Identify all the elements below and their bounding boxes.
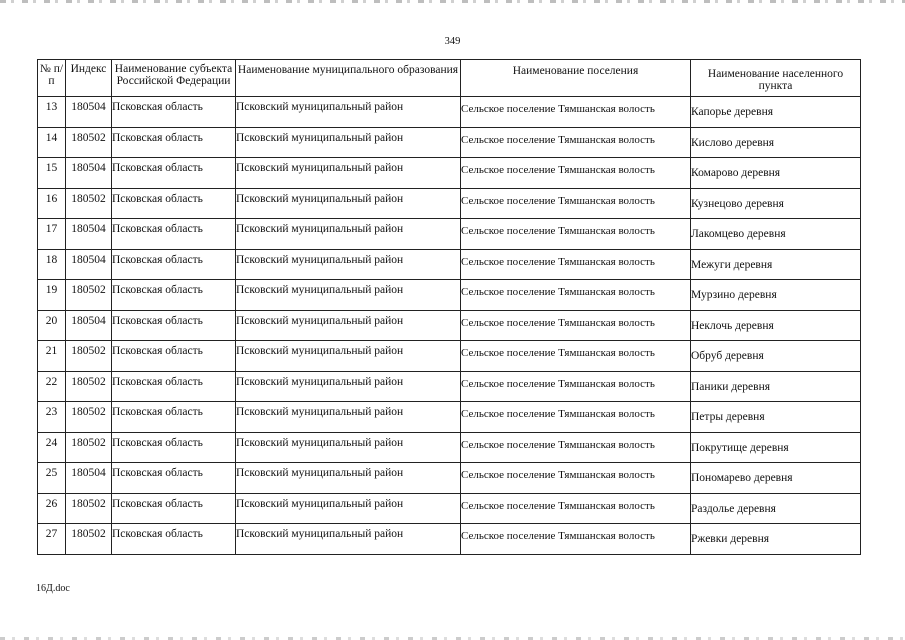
header-settlement: Наименование поселения <box>461 60 691 97</box>
cell-num: 14 <box>38 127 66 158</box>
cell-index: 180502 <box>66 524 112 555</box>
cell-locality: Кузнецово деревня <box>691 188 861 219</box>
cell-index: 180502 <box>66 188 112 219</box>
cell-settlement: Сельское поселение Тямшанская волость <box>461 219 691 250</box>
cell-locality: Паники деревня <box>691 371 861 402</box>
header-subject: Наименование субъекта Российской Федерации <box>112 60 236 97</box>
cell-num: 19 <box>38 280 66 311</box>
cell-settlement: Сельское поселение Тямшанская волость <box>461 432 691 463</box>
header-index: Индекс <box>66 60 112 97</box>
cell-settlement: Сельское поселение Тямшанская волость <box>461 127 691 158</box>
cell-settlement: Сельское поселение Тямшанская волость <box>461 188 691 219</box>
cell-index: 180504 <box>66 463 112 494</box>
table-row <box>38 219 861 250</box>
table-row <box>38 371 861 402</box>
cell-municipality: Псковский муниципальный район <box>236 493 461 524</box>
cell-index: 180502 <box>66 127 112 158</box>
cell-settlement: Сельское поселение Тямшанская волость <box>461 310 691 341</box>
cell-index: 180502 <box>66 371 112 402</box>
table-row <box>38 310 861 341</box>
cell-municipality: Псковский муниципальный район <box>236 280 461 311</box>
cell-index: 180504 <box>66 158 112 189</box>
cell-index: 180504 <box>66 219 112 250</box>
cell-municipality: Псковский муниципальный район <box>236 127 461 158</box>
cell-municipality: Псковский муниципальный район <box>236 341 461 372</box>
cell-municipality: Псковский муниципальный район <box>236 524 461 555</box>
cell-subject: Псковская область <box>112 127 236 158</box>
cell-settlement: Сельское поселение Тямшанская волость <box>461 463 691 494</box>
cell-subject: Псковская область <box>112 158 236 189</box>
cell-municipality: Псковский муниципальный район <box>236 371 461 402</box>
cell-locality: Капорье деревня <box>691 97 861 128</box>
table-header-row <box>38 60 861 97</box>
scan-artifact-top <box>0 0 905 3</box>
cell-subject: Псковская область <box>112 463 236 494</box>
table-body <box>38 97 861 555</box>
cell-subject: Псковская область <box>112 371 236 402</box>
cell-index: 180504 <box>66 97 112 128</box>
table-row <box>38 524 861 555</box>
cell-subject: Псковская область <box>112 310 236 341</box>
cell-locality: Петры деревня <box>691 402 861 433</box>
header-locality: Наименование населенного пункта <box>691 60 861 97</box>
cell-locality: Покрутище деревня <box>691 432 861 463</box>
cell-num: 26 <box>38 493 66 524</box>
cell-municipality: Псковский муниципальный район <box>236 219 461 250</box>
cell-municipality: Псковский муниципальный район <box>236 158 461 189</box>
cell-num: 22 <box>38 371 66 402</box>
cell-num: 17 <box>38 219 66 250</box>
table-row <box>38 188 861 219</box>
cell-num: 13 <box>38 97 66 128</box>
cell-locality: Мурзино деревня <box>691 280 861 311</box>
cell-subject: Псковская область <box>112 341 236 372</box>
cell-index: 180504 <box>66 310 112 341</box>
cell-settlement: Сельское поселение Тямшанская волость <box>461 280 691 311</box>
cell-locality: Кислово деревня <box>691 127 861 158</box>
table-row <box>38 280 861 311</box>
table-row <box>38 97 861 128</box>
cell-num: 15 <box>38 158 66 189</box>
cell-subject: Псковская область <box>112 219 236 250</box>
cell-subject: Псковская область <box>112 97 236 128</box>
cell-subject: Псковская область <box>112 249 236 280</box>
cell-locality: Комарово деревня <box>691 158 861 189</box>
header-municipality: Наименование муниципального образования <box>236 60 461 97</box>
cell-locality: Лакомцево деревня <box>691 219 861 250</box>
cell-municipality: Псковский муниципальный район <box>236 97 461 128</box>
cell-index: 180502 <box>66 280 112 311</box>
cell-num: 18 <box>38 249 66 280</box>
cell-settlement: Сельское поселение Тямшанская волость <box>461 97 691 128</box>
cell-municipality: Псковский муниципальный район <box>236 188 461 219</box>
cell-num: 27 <box>38 524 66 555</box>
cell-num: 16 <box>38 188 66 219</box>
cell-locality: Раздолье деревня <box>691 493 861 524</box>
table-row <box>38 402 861 433</box>
cell-index: 180502 <box>66 341 112 372</box>
cell-num: 23 <box>38 402 66 433</box>
footer-filename: 16Д.doc <box>36 583 70 594</box>
cell-num: 25 <box>38 463 66 494</box>
cell-subject: Псковская область <box>112 493 236 524</box>
cell-locality: Ржевки деревня <box>691 524 861 555</box>
cell-settlement: Сельское поселение Тямшанская волость <box>461 524 691 555</box>
cell-settlement: Сельское поселение Тямшанская волость <box>461 249 691 280</box>
cell-subject: Псковская область <box>112 188 236 219</box>
table-row <box>38 127 861 158</box>
cell-num: 24 <box>38 432 66 463</box>
page-number: 349 <box>444 36 461 47</box>
cell-locality: Пономарево деревня <box>691 463 861 494</box>
cell-subject: Псковская область <box>112 280 236 311</box>
cell-settlement: Сельское поселение Тямшанская волость <box>461 493 691 524</box>
cell-locality: Межуги деревня <box>691 249 861 280</box>
cell-municipality: Псковский муниципальный район <box>236 432 461 463</box>
cell-index: 180504 <box>66 249 112 280</box>
table-row <box>38 493 861 524</box>
cell-subject: Псковская область <box>112 432 236 463</box>
cell-index: 180502 <box>66 432 112 463</box>
cell-settlement: Сельское поселение Тямшанская волость <box>461 341 691 372</box>
cell-num: 20 <box>38 310 66 341</box>
cell-index: 180502 <box>66 493 112 524</box>
cell-municipality: Псковский муниципальный район <box>236 402 461 433</box>
cell-index: 180502 <box>66 402 112 433</box>
table-row <box>38 341 861 372</box>
cell-subject: Псковская область <box>112 402 236 433</box>
cell-settlement: Сельское поселение Тямшанская волость <box>461 371 691 402</box>
settlement-registry-table <box>37 59 861 555</box>
cell-locality: Неклочь деревня <box>691 310 861 341</box>
cell-municipality: Псковский муниципальный район <box>236 463 461 494</box>
table-row <box>38 463 861 494</box>
table-row <box>38 158 861 189</box>
table-row <box>38 249 861 280</box>
cell-municipality: Псковский муниципальный район <box>236 310 461 341</box>
cell-settlement: Сельское поселение Тямшанская волость <box>461 158 691 189</box>
cell-num: 21 <box>38 341 66 372</box>
cell-municipality: Псковский муниципальный район <box>236 249 461 280</box>
cell-subject: Псковская область <box>112 524 236 555</box>
table-row <box>38 432 861 463</box>
cell-locality: Обруб деревня <box>691 341 861 372</box>
cell-settlement: Сельское поселение Тямшанская волость <box>461 402 691 433</box>
header-num: № п/п <box>38 60 66 97</box>
